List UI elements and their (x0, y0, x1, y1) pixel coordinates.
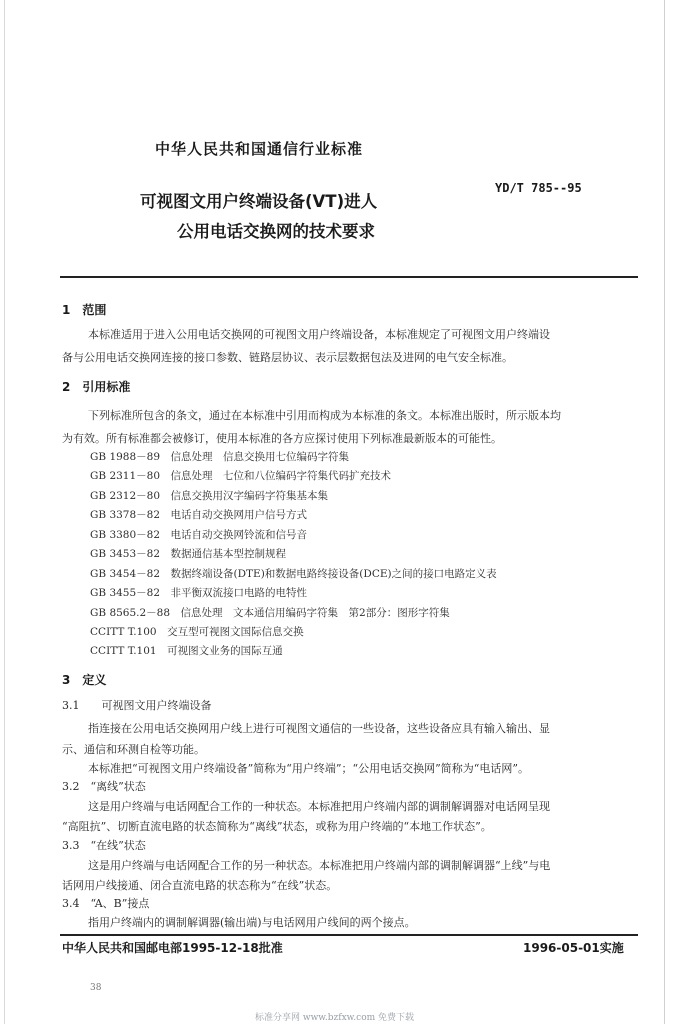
definition-3-2-title: 3.2 “离线”状态 (62, 780, 146, 793)
section-2-paragraph-line2: 为有效。所有标准都会被修订，使用本标准的各方应探讨使用下列标准最新版本的可能性。 (62, 432, 502, 445)
document-title-line1: 可视图文用户终端设备(VT)进人 (140, 192, 378, 211)
section-1-heading: 1 范围 (62, 303, 107, 317)
reference-item: GB 2312－80 信息交换用汉字编码字符集基本集 (90, 490, 329, 502)
definition-3-1-title: 3.1 可视图文用户终端设备 (62, 699, 212, 712)
definition-3-3-line2: 话网用户线接通、闭合直流电路的状态称为“在线”状态。 (62, 879, 338, 892)
header-rule (60, 276, 638, 278)
reference-item: GB 3380－82 电话自动交换网铃流和信号音 (90, 529, 308, 541)
definition-3-2-line1: 这是用户终端与电话网配合工作的一种状态。本标准把用户终端内部的调制解调器对电话网呈现 (88, 800, 550, 813)
section-1-paragraph-line2: 备与公用电话交换网连接的接口参数、链路层协议、表示层数据包法及进网的电气安全标准。 (62, 351, 513, 364)
definition-3-3-title: 3.3 “在线”状态 (62, 839, 146, 852)
definition-3-1-line3: 本标准把“可视图文用户终端设备”简称为“用户终端”；“公用电话交换网”简称为“电话网”。 (88, 762, 529, 775)
reference-item: CCITT T.100 交互型可视图文国际信息交换 (90, 626, 304, 638)
reference-item: GB 3455－82 非平衡双流接口电路的电特性 (90, 587, 308, 599)
approval-line: 中华人民共和国邮电部1995-12-18批准 (62, 941, 283, 955)
footer-rule (60, 934, 638, 936)
section-2-heading: 2 引用标准 (62, 380, 131, 394)
page-number: 38 (90, 983, 102, 993)
reference-item: GB 1988－89 信息处理 信息交换用七位编码字符集 (90, 451, 350, 463)
definition-3-1-line2: 示、通信和环测自检等功能。 (62, 743, 205, 756)
scan-edge-right (664, 0, 665, 1024)
reference-item: GB 3454－82 数据终端设备(DTE)和数据电路终接设备(DCE)之间的接口电路定义表 (90, 568, 497, 580)
scan-edge-left (4, 0, 5, 1024)
standard-number: YD/T 785--95 (495, 181, 582, 195)
watermark-text: 标准分享网 www.bzfxw.com 免费下载 (255, 1013, 415, 1023)
section-3-heading: 3 定义 (62, 673, 107, 687)
reference-item: CCITT T.101 可视图文业务的国际互通 (90, 645, 283, 657)
definition-3-4-line1: 指用户终端内的调制解调器(输出端)与电话网用户线间的两个接点。 (88, 916, 416, 929)
section-2-paragraph-line1: 下列标准所包含的条文，通过在本标准中引用而构成为本标准的条文。本标准出版时，所示版本均 (88, 409, 561, 422)
reference-item: GB 3378－82 电话自动交换网用户信号方式 (90, 509, 308, 521)
issuing-organization: 中华人民共和国通信行业标准 (155, 140, 364, 158)
definition-3-1-line1: 指连接在公用电话交换网用户线上进行可视图文通信的一些设备，这些设备应具有输入输出、显 (88, 722, 550, 735)
document-title-line2: 公用电话交换网的技术要求 (177, 222, 375, 241)
definition-3-2-line2: “高阻抗”、切断直流电路的状态简称为“离线”状态，或称为用户终端的“本地工作状态”。 (62, 820, 492, 833)
reference-item: GB 8565.2－88 信息处理 文本通信用编码字符集 第2部分：图形字符集 (90, 607, 450, 619)
reference-item: GB 2311－80 信息处理 七位和八位编码字符集代码扩充技术 (90, 470, 392, 482)
section-1-paragraph-line1: 本标准适用于进入公用电话交换网的可视图文用户终端设备，本标准规定了可视图文用户终端设 (88, 328, 550, 341)
definition-3-3-line1: 这是用户终端与电话网配合工作的另一种状态。本标准把用户终端内部的调制解调器“上线”与电 (88, 859, 551, 872)
definition-3-4-title: 3.4 “A、B”接点 (62, 897, 150, 910)
implementation-date: 1996-05-01实施 (523, 941, 624, 955)
reference-item: GB 3453－82 数据通信基本型控制规程 (90, 548, 287, 560)
